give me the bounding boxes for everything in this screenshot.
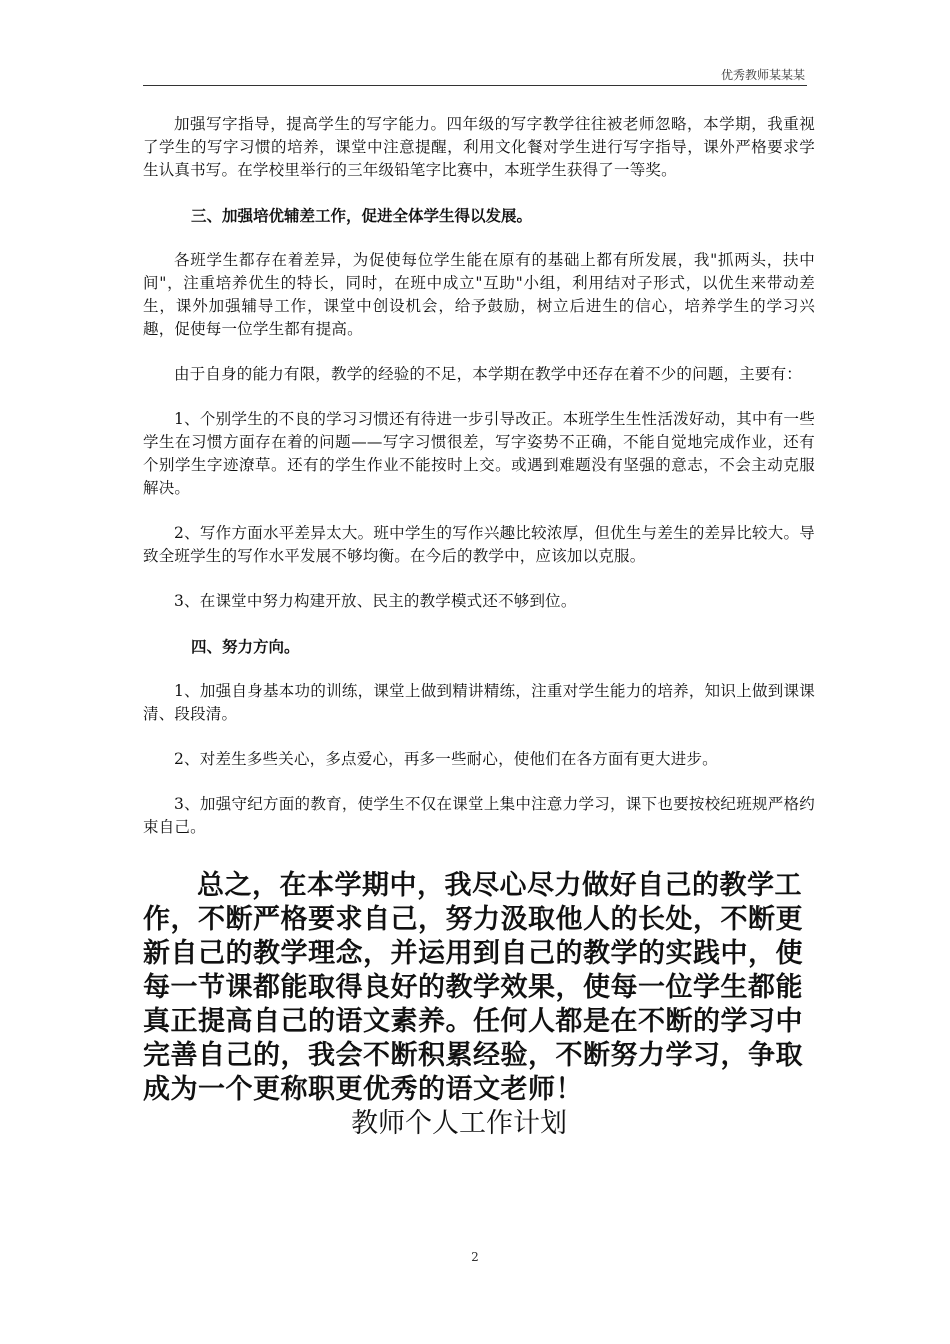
paragraph-differences: 各班学生都存在着差异，为促使每位学生能在原有的基础上都有所发展，我"抓两头，扶中间"，注重培养优生的特长，同时，在班中成立"互助"小组，利用结对子形式，以优生来带动差生，课外加强辅导工作，课堂中创设机会，给予鼓励，树立后进生的信心，培养学生的学习兴趣，促使每一位学生都有提高。 [143, 251, 815, 338]
header-text: 优秀教师某某某 [720, 68, 805, 82]
page-header [143, 63, 807, 86]
section-heading-3: 三、加强培优辅差工作，促进全体学生得以发展。 [191, 206, 533, 225]
paragraph-problems-intro: 由于自身的能力有限，教学的经验的不足，本学期在教学中还存在着不少的问题，主要有： [174, 365, 803, 383]
paragraph-problem-3: 3、在课堂中努力构建开放、民主的教学模式还不够到位。 [174, 592, 577, 610]
paragraph-problem-1: 1、个别学生的不良的学习习惯还有待进一步引导改正。本班学生生性活泼好动，其中有一些学生在习惯方面存在着的问题——写字习惯很差，写字姿势不正确，不能自觉地完成作业，还有个别学生字迹潦草。还有的学生作业不能按时上交。或遇到难题没有坚强的意志，不会主动克服解决。 [143, 410, 815, 497]
document-body [143, 113, 815, 1141]
paragraph-writing-guidance: 加强写字指导，提高学生的写字能力。四年级的写字教学往往被老师忽略，本学期，我重视了学生的写字习惯的培养，课堂中注意提醒，利用文化餐对学生进行写字指导，课外严格要求学生认真书写。在学校里举行的三年级铅笔字比赛中，本班学生获得了一等奖。 [143, 115, 815, 179]
paragraph-direction-1: 1、加强自身基本功的训练，课堂上做到精讲精练，注重对学生能力的培养，知识上做到课课清、段段清。 [143, 682, 815, 723]
conclusion-paragraph: 总之，在本学期中，我尽心尽力做好自己的教学工作，不断严格要求自己，努力汲取他人的长处，不断更新自己的教学理念，并运用到自己的教学的实践中，使每一节课都能取得良好的教学效果，使每一位学生都能真正提高自己的语文素养。任何人都是在不断的学习中完善自己的，我会不断积累经验，不断努力学习，争取成为一个更称职更优秀的语文老师！ [143, 870, 803, 1105]
next-document-title: 教师个人工作计划 [351, 1108, 567, 1139]
paragraph-problem-2: 2、写作方面水平差异太大。班中学生的写作兴趣比较浓厚，但优生与差生的差异比较大。导致全班学生的写作水平发展不够均衡。在今后的教学中，应该加以克服。 [143, 524, 815, 565]
paragraph-direction-3: 3、加强守纪方面的教育，使学生不仅在课堂上集中注意力学习，课下也要按校纪班规严格约束自己。 [143, 795, 815, 836]
section-heading-4: 四、努力方向。 [191, 637, 300, 656]
page-number: 2 [471, 1250, 479, 1264]
paragraph-direction-2: 2、对差生多些关心，多点爱心，再多一些耐心，使他们在各方面有更大进步。 [174, 750, 718, 768]
